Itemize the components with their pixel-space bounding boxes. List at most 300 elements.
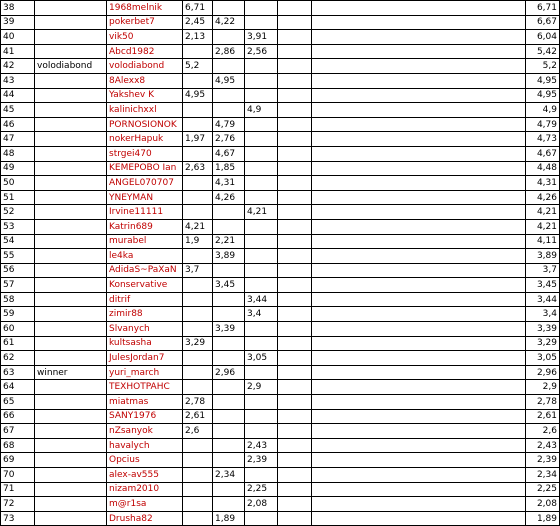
rank-cell: 73 — [1, 511, 35, 526]
score-2-cell: 1,85 — [213, 161, 245, 176]
score-1-cell — [183, 44, 213, 59]
score-2-cell — [213, 219, 245, 234]
table-row — [1, 322, 560, 337]
note-cell — [35, 263, 107, 278]
score-1-cell: 1,9 — [183, 234, 213, 249]
table-row — [1, 176, 560, 191]
empty-cell — [312, 1, 526, 16]
table-row — [1, 73, 560, 88]
total-cell: 2,78 — [526, 395, 560, 410]
score-1-cell: 3,29 — [183, 336, 213, 351]
rank-cell: 42 — [1, 59, 35, 74]
score-2-cell: 1,89 — [213, 511, 245, 526]
player-nick-cell: Konservative — [107, 278, 183, 293]
score-2-cell — [213, 1, 245, 16]
note-cell — [35, 278, 107, 293]
player-nick-cell: Katrin689 — [107, 219, 183, 234]
rank-cell: 51 — [1, 190, 35, 205]
rank-cell: 53 — [1, 219, 35, 234]
score-1-cell — [183, 438, 213, 453]
rank-cell: 54 — [1, 234, 35, 249]
table-row — [1, 482, 560, 497]
empty-cell — [312, 365, 526, 380]
score-1-cell — [183, 176, 213, 191]
total-cell: 5,42 — [526, 44, 560, 59]
score-3-cell — [245, 1, 278, 16]
note-cell — [35, 351, 107, 366]
empty-cell — [312, 59, 526, 74]
total-cell: 4,48 — [526, 161, 560, 176]
empty-cell — [278, 278, 312, 293]
empty-cell — [278, 1, 312, 16]
note-cell — [35, 234, 107, 249]
player-nick-cell: m@r1sa — [107, 497, 183, 512]
score-3-cell — [245, 278, 278, 293]
score-3-cell — [245, 395, 278, 410]
empty-cell — [278, 438, 312, 453]
player-nick-cell: nZsanyok — [107, 424, 183, 439]
empty-cell — [312, 161, 526, 176]
empty-cell — [312, 424, 526, 439]
score-1-cell: 6,71 — [183, 1, 213, 16]
table-row — [1, 249, 560, 264]
rank-cell: 64 — [1, 380, 35, 395]
total-cell: 4,95 — [526, 88, 560, 103]
score-2-cell — [213, 263, 245, 278]
empty-cell — [312, 205, 526, 220]
rank-cell: 61 — [1, 336, 35, 351]
table-row — [1, 132, 560, 147]
note-cell: winner — [35, 365, 107, 380]
score-1-cell: 2,45 — [183, 15, 213, 30]
player-nick-cell: Yakshev K — [107, 88, 183, 103]
empty-cell — [278, 205, 312, 220]
total-cell: 5,2 — [526, 59, 560, 74]
empty-cell — [312, 146, 526, 161]
note-cell — [35, 219, 107, 234]
empty-cell — [278, 511, 312, 526]
empty-cell — [312, 44, 526, 59]
total-cell: 2,61 — [526, 409, 560, 424]
rank-cell: 69 — [1, 453, 35, 468]
total-cell: 3,05 — [526, 351, 560, 366]
score-1-cell — [183, 292, 213, 307]
rank-cell: 38 — [1, 1, 35, 16]
empty-cell — [278, 409, 312, 424]
total-cell: 4,31 — [526, 176, 560, 191]
score-1-cell: 2,63 — [183, 161, 213, 176]
player-nick-cell: PORNOSIONOK — [107, 117, 183, 132]
total-cell: 3,45 — [526, 278, 560, 293]
player-nick-cell: ditrif — [107, 292, 183, 307]
table-row — [1, 1, 560, 16]
note-cell — [35, 73, 107, 88]
total-cell: 2,08 — [526, 497, 560, 512]
score-1-cell — [183, 103, 213, 118]
rank-cell: 67 — [1, 424, 35, 439]
note-cell — [35, 497, 107, 512]
table-row — [1, 409, 560, 424]
total-cell: 2,6 — [526, 424, 560, 439]
empty-cell — [278, 234, 312, 249]
table-row — [1, 380, 560, 395]
score-1-cell — [183, 117, 213, 132]
player-nick-cell: havalych — [107, 438, 183, 453]
score-2-cell — [213, 103, 245, 118]
empty-cell — [312, 132, 526, 147]
note-cell — [35, 117, 107, 132]
empty-cell — [278, 15, 312, 30]
total-cell: 3,4 — [526, 307, 560, 322]
score-1-cell — [183, 73, 213, 88]
empty-cell — [312, 468, 526, 483]
rank-cell: 60 — [1, 322, 35, 337]
empty-cell — [312, 249, 526, 264]
empty-cell — [278, 292, 312, 307]
rank-cell: 40 — [1, 30, 35, 45]
total-cell: 4,95 — [526, 73, 560, 88]
table-row — [1, 44, 560, 59]
rank-cell: 70 — [1, 468, 35, 483]
score-3-cell: 2,39 — [245, 453, 278, 468]
note-cell — [35, 30, 107, 45]
score-2-cell: 2,96 — [213, 365, 245, 380]
empty-cell — [312, 438, 526, 453]
score-3-cell: 2,08 — [245, 497, 278, 512]
score-2-cell: 2,34 — [213, 468, 245, 483]
score-2-cell — [213, 438, 245, 453]
note-cell — [35, 15, 107, 30]
score-2-cell — [213, 336, 245, 351]
empty-cell — [278, 146, 312, 161]
score-3-cell — [245, 73, 278, 88]
note-cell — [35, 176, 107, 191]
player-nick-cell: nokerHapuk — [107, 132, 183, 147]
rank-cell: 66 — [1, 409, 35, 424]
player-nick-cell: kultsasha — [107, 336, 183, 351]
score-3-cell — [245, 117, 278, 132]
rank-cell: 62 — [1, 351, 35, 366]
rank-cell: 55 — [1, 249, 35, 264]
table-row — [1, 468, 560, 483]
total-cell: 4,11 — [526, 234, 560, 249]
player-nick-cell: ANGEL070707 — [107, 176, 183, 191]
note-cell — [35, 205, 107, 220]
score-2-cell: 4,79 — [213, 117, 245, 132]
score-2-cell: 3,89 — [213, 249, 245, 264]
score-1-cell — [183, 205, 213, 220]
total-cell: 4,26 — [526, 190, 560, 205]
score-3-cell: 2,25 — [245, 482, 278, 497]
score-2-cell: 4,31 — [213, 176, 245, 191]
empty-cell — [278, 263, 312, 278]
score-3-cell: 2,43 — [245, 438, 278, 453]
total-cell: 2,9 — [526, 380, 560, 395]
score-2-cell — [213, 307, 245, 322]
player-nick-cell: volodiabond — [107, 59, 183, 74]
score-1-cell — [183, 307, 213, 322]
rank-cell: 39 — [1, 15, 35, 30]
note-cell — [35, 44, 107, 59]
score-3-cell — [245, 365, 278, 380]
score-2-cell — [213, 409, 245, 424]
score-1-cell — [183, 190, 213, 205]
table-row — [1, 30, 560, 45]
empty-cell — [278, 365, 312, 380]
total-cell: 2,39 — [526, 453, 560, 468]
empty-cell — [312, 482, 526, 497]
empty-cell — [278, 59, 312, 74]
rank-cell: 58 — [1, 292, 35, 307]
note-cell — [35, 511, 107, 526]
note-cell — [35, 453, 107, 468]
player-nick-cell: JulesJordan7 — [107, 351, 183, 366]
score-3-cell — [245, 409, 278, 424]
score-3-cell — [245, 176, 278, 191]
note-cell — [35, 482, 107, 497]
table-row — [1, 15, 560, 30]
empty-cell — [278, 30, 312, 45]
score-1-cell — [183, 365, 213, 380]
player-nick-cell: 8Alexx8 — [107, 73, 183, 88]
player-nick-cell: le4ka — [107, 249, 183, 264]
score-2-cell — [213, 59, 245, 74]
total-cell: 4,79 — [526, 117, 560, 132]
score-3-cell — [245, 234, 278, 249]
table-row — [1, 424, 560, 439]
score-3-cell — [245, 190, 278, 205]
table-row — [1, 336, 560, 351]
score-2-cell — [213, 205, 245, 220]
score-3-cell — [245, 424, 278, 439]
rank-cell: 49 — [1, 161, 35, 176]
player-nick-cell: Drusha82 — [107, 511, 183, 526]
player-nick-cell: zimir88 — [107, 307, 183, 322]
player-nick-cell: Slvanych — [107, 322, 183, 337]
empty-cell — [312, 219, 526, 234]
rank-cell: 48 — [1, 146, 35, 161]
table-row — [1, 351, 560, 366]
empty-cell — [278, 117, 312, 132]
score-1-cell: 2,61 — [183, 409, 213, 424]
empty-cell — [312, 497, 526, 512]
empty-cell — [278, 249, 312, 264]
score-1-cell — [183, 146, 213, 161]
empty-cell — [278, 336, 312, 351]
empty-cell — [312, 234, 526, 249]
score-1-cell — [183, 351, 213, 366]
empty-cell — [278, 453, 312, 468]
score-2-cell — [213, 30, 245, 45]
note-cell — [35, 132, 107, 147]
total-cell: 4,9 — [526, 103, 560, 118]
player-nick-cell: vik50 — [107, 30, 183, 45]
score-3-cell: 3,05 — [245, 351, 278, 366]
player-nick-cell: strgei470 — [107, 146, 183, 161]
empty-cell — [312, 88, 526, 103]
total-cell: 4,21 — [526, 219, 560, 234]
player-nick-cell: AdidaS~PaXaN — [107, 263, 183, 278]
empty-cell — [312, 117, 526, 132]
note-cell — [35, 307, 107, 322]
table-row — [1, 59, 560, 74]
empty-cell — [278, 73, 312, 88]
note-cell — [35, 88, 107, 103]
score-3-cell — [245, 132, 278, 147]
empty-cell — [278, 322, 312, 337]
empty-cell — [312, 103, 526, 118]
empty-cell — [278, 497, 312, 512]
note-cell — [35, 424, 107, 439]
note-cell — [35, 103, 107, 118]
score-1-cell: 1,97 — [183, 132, 213, 147]
empty-cell — [278, 132, 312, 147]
score-1-cell — [183, 322, 213, 337]
player-nick-cell: murabel — [107, 234, 183, 249]
table-row — [1, 365, 560, 380]
note-cell — [35, 468, 107, 483]
score-2-cell — [213, 497, 245, 512]
empty-cell — [312, 351, 526, 366]
score-1-cell — [183, 278, 213, 293]
total-cell: 2,34 — [526, 468, 560, 483]
score-1-cell: 4,21 — [183, 219, 213, 234]
table-row — [1, 438, 560, 453]
score-2-cell — [213, 424, 245, 439]
rank-cell: 50 — [1, 176, 35, 191]
score-2-cell — [213, 292, 245, 307]
score-1-cell: 2,13 — [183, 30, 213, 45]
score-2-cell: 4,26 — [213, 190, 245, 205]
total-cell: 3,44 — [526, 292, 560, 307]
player-nick-cell: alex-av555 — [107, 468, 183, 483]
rank-cell: 63 — [1, 365, 35, 380]
total-cell: 4,67 — [526, 146, 560, 161]
empty-cell — [278, 351, 312, 366]
total-cell: 6,04 — [526, 30, 560, 45]
note-cell — [35, 380, 107, 395]
total-cell: 1,89 — [526, 511, 560, 526]
score-3-cell: 3,4 — [245, 307, 278, 322]
score-3-cell — [245, 263, 278, 278]
rank-cell: 71 — [1, 482, 35, 497]
table-row — [1, 497, 560, 512]
rank-cell: 47 — [1, 132, 35, 147]
empty-cell — [312, 292, 526, 307]
total-cell: 6,67 — [526, 15, 560, 30]
table-row — [1, 146, 560, 161]
rank-cell: 45 — [1, 103, 35, 118]
player-nick-cell: SANY1976 — [107, 409, 183, 424]
empty-cell — [312, 15, 526, 30]
total-cell: 6,71 — [526, 1, 560, 16]
player-nick-cell: pokerbet7 — [107, 15, 183, 30]
table-row — [1, 117, 560, 132]
score-1-cell — [183, 453, 213, 468]
empty-cell — [312, 409, 526, 424]
total-cell: 2,96 — [526, 365, 560, 380]
total-cell: 3,29 — [526, 336, 560, 351]
table-row — [1, 103, 560, 118]
total-cell: 3,39 — [526, 322, 560, 337]
score-1-cell — [183, 497, 213, 512]
total-cell: 2,43 — [526, 438, 560, 453]
empty-cell — [278, 44, 312, 59]
total-cell: 2,25 — [526, 482, 560, 497]
empty-cell — [312, 263, 526, 278]
note-cell — [35, 395, 107, 410]
player-nick-cell: TEXHOTPAHC — [107, 380, 183, 395]
score-3-cell — [245, 336, 278, 351]
empty-cell — [312, 73, 526, 88]
note-cell — [35, 438, 107, 453]
note-cell — [35, 322, 107, 337]
rank-cell: 72 — [1, 497, 35, 512]
score-3-cell: 4,21 — [245, 205, 278, 220]
score-2-cell: 2,21 — [213, 234, 245, 249]
total-cell: 3,89 — [526, 249, 560, 264]
empty-cell — [278, 307, 312, 322]
empty-cell — [312, 322, 526, 337]
score-2-cell: 2,86 — [213, 44, 245, 59]
rank-cell: 46 — [1, 117, 35, 132]
empty-cell — [278, 88, 312, 103]
score-3-cell — [245, 146, 278, 161]
empty-cell — [312, 30, 526, 45]
score-3-cell — [245, 219, 278, 234]
total-cell: 4,21 — [526, 205, 560, 220]
table-row — [1, 190, 560, 205]
empty-cell — [278, 380, 312, 395]
table-row — [1, 395, 560, 410]
score-3-cell — [245, 59, 278, 74]
rank-cell: 52 — [1, 205, 35, 220]
player-nick-cell: YNEYMAN — [107, 190, 183, 205]
table-row — [1, 219, 560, 234]
note-cell — [35, 1, 107, 16]
empty-cell — [312, 380, 526, 395]
score-1-cell — [183, 468, 213, 483]
score-1-cell — [183, 511, 213, 526]
note-cell — [35, 146, 107, 161]
table-row — [1, 234, 560, 249]
empty-cell — [278, 176, 312, 191]
score-3-cell — [245, 468, 278, 483]
score-1-cell — [183, 249, 213, 264]
score-2-cell: 3,45 — [213, 278, 245, 293]
rank-cell: 56 — [1, 263, 35, 278]
score-2-cell: 4,95 — [213, 73, 245, 88]
player-nick-cell: Irvine11111 — [107, 205, 183, 220]
table-row — [1, 511, 560, 526]
rank-cell: 59 — [1, 307, 35, 322]
rank-cell: 41 — [1, 44, 35, 59]
score-3-cell — [245, 161, 278, 176]
score-1-cell: 2,78 — [183, 395, 213, 410]
empty-cell — [278, 395, 312, 410]
score-1-cell: 4,95 — [183, 88, 213, 103]
score-2-cell: 3,39 — [213, 322, 245, 337]
table-row — [1, 88, 560, 103]
table-row — [1, 307, 560, 322]
table-row — [1, 278, 560, 293]
note-cell: volodiabond — [35, 59, 107, 74]
empty-cell — [278, 219, 312, 234]
score-2-cell: 4,67 — [213, 146, 245, 161]
score-3-cell — [245, 88, 278, 103]
empty-cell — [312, 278, 526, 293]
score-2-cell — [213, 88, 245, 103]
